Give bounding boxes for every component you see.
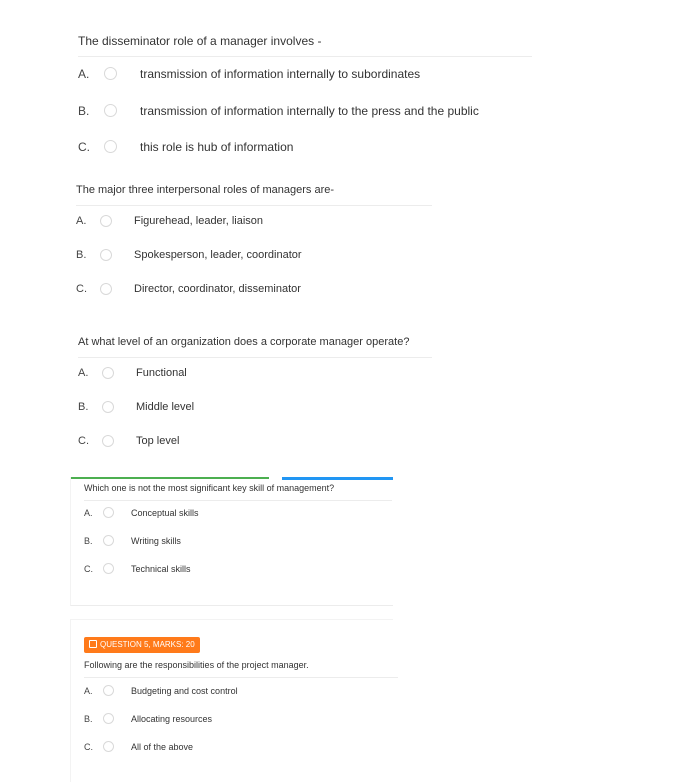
option-label[interactable]: Figurehead, leader, liaison [134,215,264,227]
radio-button[interactable] [102,435,114,447]
option-letter: B. [78,401,89,413]
radio-button[interactable] [103,507,114,518]
option-c[interactable] [78,435,678,455]
radio-button[interactable] [103,535,114,546]
option-c[interactable] [78,140,678,160]
question-text: The disseminator role of a manager involves - [78,34,322,48]
option-letter: A. [84,686,93,696]
badge-text: QUESTION 5, MARKS: 20 [100,640,195,649]
question-card-4 [70,477,393,606]
option-b[interactable] [76,249,676,269]
option-letter: A. [84,508,93,518]
option-label[interactable]: this role is hub of information [140,140,294,154]
option-a[interactable] [78,67,678,87]
option-label[interactable]: transmission of information internally to subordinates [140,67,421,81]
option-a[interactable] [78,367,678,387]
option-b[interactable] [84,714,684,734]
option-label[interactable]: Spokesperson, leader, coordinator [134,249,302,261]
option-letter: B. [76,249,87,261]
option-letter: B. [84,536,93,546]
question-text: The major three interpersonal roles of managers are- [76,184,335,196]
option-b[interactable] [78,401,678,421]
question-text: Which one is not the most significant key skill of management? [84,483,335,493]
option-label[interactable]: Top level [136,435,180,447]
radio-button[interactable] [104,67,117,80]
divider [78,357,432,358]
radio-button[interactable] [103,713,114,724]
option-label[interactable]: Conceptual skills [131,508,199,518]
option-c[interactable] [84,742,684,762]
divider [84,677,398,678]
divider [78,56,532,57]
progress-bar-green [71,477,269,479]
option-c[interactable] [76,283,676,303]
option-b[interactable] [84,536,684,556]
option-letter: C. [84,564,93,574]
option-label[interactable]: Writing skills [131,536,181,546]
radio-button[interactable] [103,563,114,574]
option-label[interactable]: Allocating resources [131,714,213,724]
radio-button[interactable] [104,104,117,117]
radio-button[interactable] [102,401,114,413]
option-letter: C. [78,435,89,447]
option-label[interactable]: Director, coordinator, disseminator [134,283,301,295]
radio-button[interactable] [103,741,114,752]
option-letter: C. [76,283,87,295]
question-icon [89,640,97,648]
divider [84,500,392,501]
option-a[interactable] [84,686,684,706]
question-badge [84,637,200,653]
option-a[interactable] [76,215,676,235]
option-letter: A. [78,367,89,379]
question-text: At what level of an organization does a corporate manager operate? [78,336,410,348]
option-letter: A. [78,67,90,81]
option-label[interactable]: Technical skills [131,564,191,574]
option-letter: C. [84,742,93,752]
question-card-5 [70,619,393,782]
option-label[interactable]: Functional [136,367,187,379]
option-letter: B. [78,104,90,118]
divider [76,205,432,206]
option-letter: A. [76,215,87,227]
option-letter: C. [78,140,90,154]
option-label[interactable]: Budgeting and cost control [131,686,238,696]
radio-button[interactable] [103,685,114,696]
progress-bar-blue [282,477,393,480]
radio-button[interactable] [100,215,112,227]
radio-button[interactable] [100,283,112,295]
radio-button[interactable] [102,367,114,379]
option-b[interactable] [78,104,678,124]
option-label[interactable]: transmission of information internally to the press and the public [140,104,479,118]
radio-button[interactable] [104,140,117,153]
option-label[interactable]: Middle level [136,401,195,413]
option-label[interactable]: All of the above [131,742,194,752]
option-a[interactable] [84,508,684,528]
option-letter: B. [84,714,93,724]
radio-button[interactable] [100,249,112,261]
question-text: Following are the responsibilities of the project manager. [84,660,309,670]
option-c[interactable] [84,564,684,584]
